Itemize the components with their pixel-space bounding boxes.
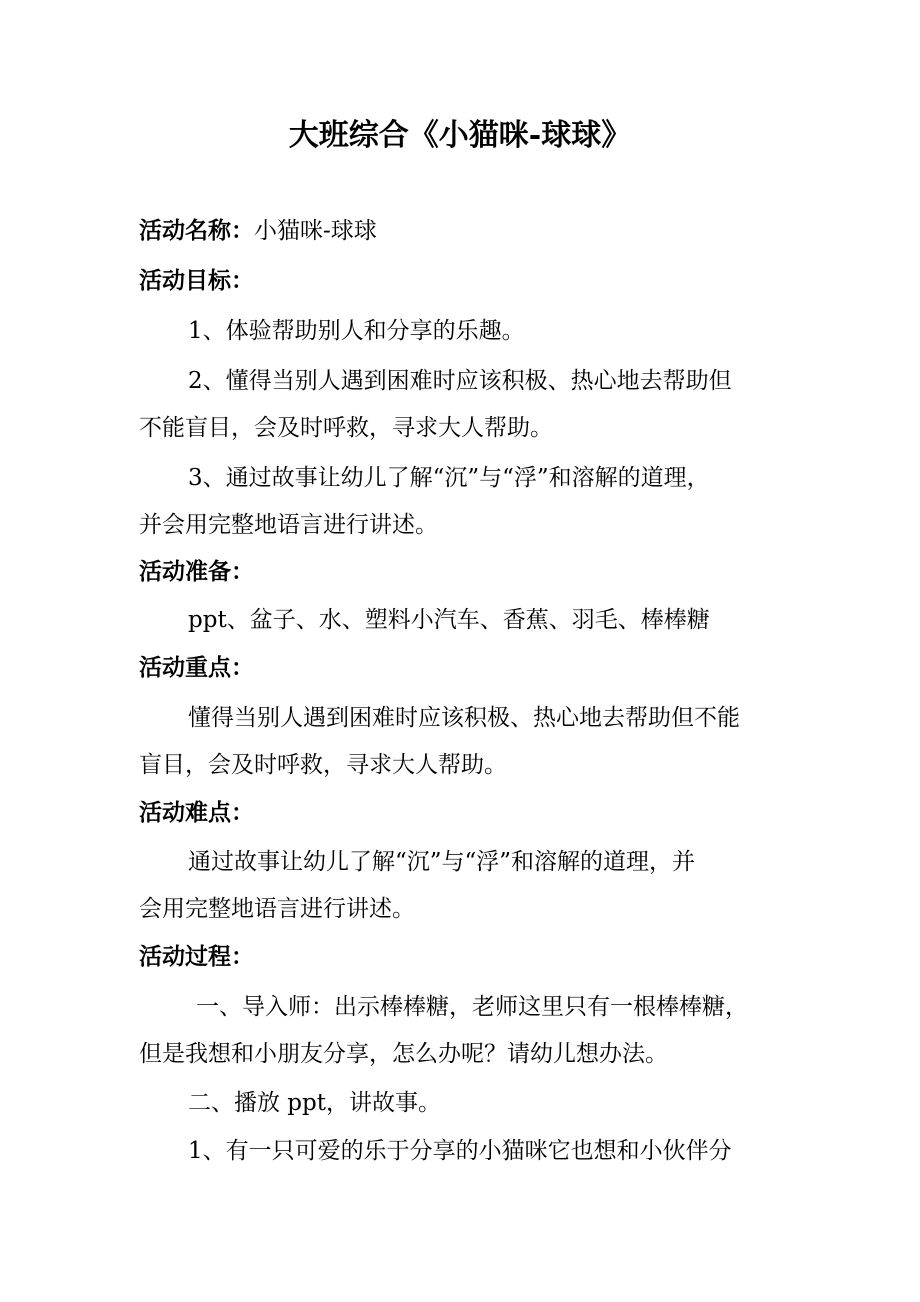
activity-name-label: 活动名称：: [139, 217, 254, 244]
activity-name-line: [139, 214, 377, 248]
activity-name-value: 小猫咪-球球: [254, 218, 377, 244]
preparation-text: ppt、盆子、水、塑料小汽车、香蕉、羽毛、棒棒糖: [188, 607, 710, 633]
goal-3-line-1: 3、通过故事让幼儿了解“沉”与“浮”和溶解的道理，: [188, 465, 710, 491]
process-intro-line-2: 但是我想和小朋友分享，怎么办呢？请幼儿想办法。: [139, 1041, 668, 1067]
document-title: 大班综合《小猫咪-球球》: [288, 118, 632, 153]
goal-3-line-2: 并会用完整地语言进行讲述。: [139, 512, 438, 538]
goal-2-line-2: 不能盲目，会及时呼救，寻求大人帮助。: [139, 415, 553, 441]
difficulties-heading: 活动难点：: [139, 799, 254, 826]
preparation-heading: 活动准备：: [139, 558, 254, 585]
difficulties-line-1: 通过故事让幼儿了解“沉”与“浮”和溶解的道理，并: [188, 849, 696, 875]
process-step-2: 二、播放 ppt，讲故事。: [188, 1090, 441, 1116]
process-heading: 活动过程：: [139, 943, 254, 970]
goal-2-line-1: 2、懂得当别人遇到困难时应该积极、热心地去帮助但: [188, 368, 732, 394]
goal-1: 1、体验帮助别人和分享的乐趣。: [188, 318, 525, 344]
process-story-line-1: 1、有一只可爱的乐于分享的小猫咪它也想和小伙伴分: [188, 1138, 732, 1164]
process-intro-line-1: 一、导入师：出示棒棒糖，老师这里只有一根棒棒糖，: [196, 994, 748, 1020]
key-points-heading: 活动重点：: [139, 654, 254, 681]
difficulties-line-2: 会用完整地语言进行讲述。: [139, 896, 415, 922]
key-points-line-1: 懂得当别人遇到困难时应该积极、热心地去帮助但不能: [188, 705, 740, 731]
goals-heading: 活动目标：: [139, 267, 254, 294]
key-points-line-2: 盲目，会及时呼救，寻求大人帮助。: [139, 752, 507, 778]
